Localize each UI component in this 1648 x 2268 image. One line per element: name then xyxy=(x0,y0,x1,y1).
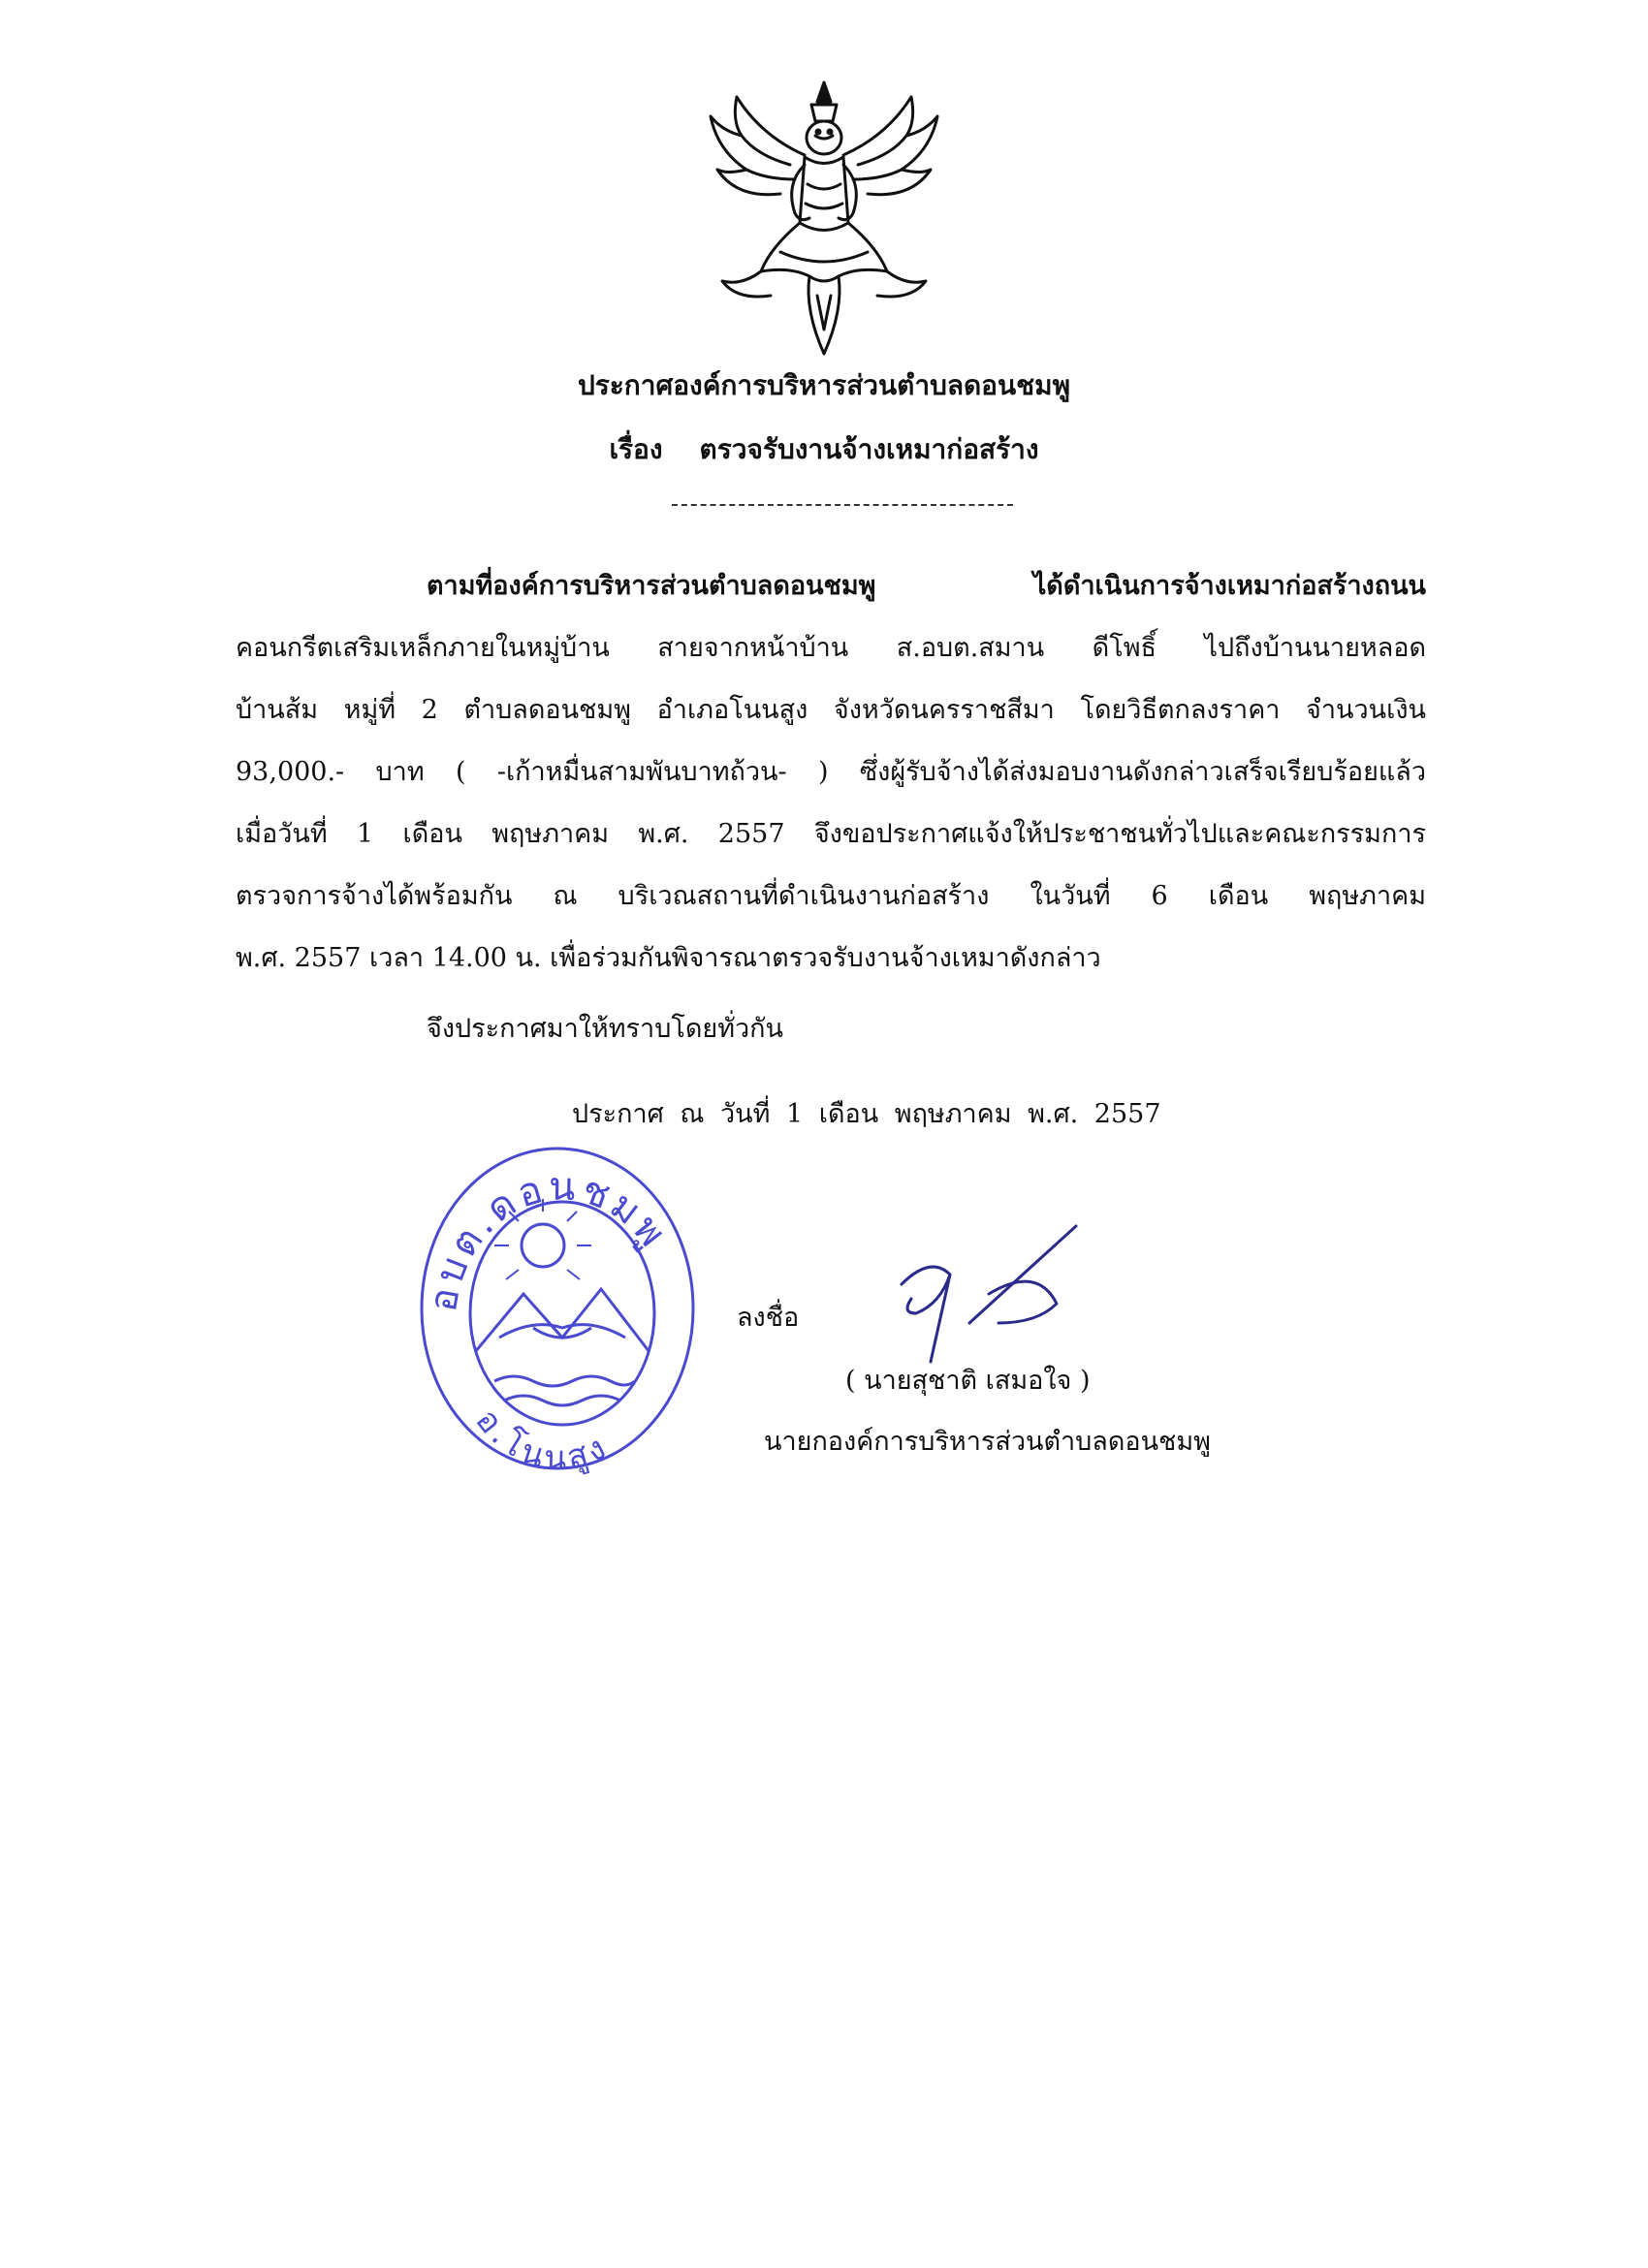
closing-sentence: จึงประกาศมาให้ทราบโดยทั่วกัน xyxy=(427,1014,783,1044)
subject-label: เรื่อง xyxy=(609,433,663,465)
signature-label: ลงชื่อ xyxy=(737,1303,800,1333)
svg-text:อบต.ดอนชมพู xyxy=(421,1164,677,1314)
official-seal-icon xyxy=(407,1129,708,1478)
body-line-6: ตรวจการจ้างได้พร้อมกัน ณ บริเวณสถานที่ดำเนินงานก่อสร้าง ในวันที่ 6 เดือน พฤษภาคม xyxy=(236,881,1426,911)
garuda-emblem-icon xyxy=(703,78,945,359)
body-line-1: ตามที่องค์การบริหารส่วนตำบลดอนชมพู ได้ดำเนินการจ้างเหมาก่อสร้างถนน xyxy=(427,571,1426,601)
body-line-4: 93,000.- บาท ( -เก้าหมื่นสามพันบาทถ้วน- ) ซึ่งผู้รับจ้างได้ส่งมอบงานดังกล่าวเสร็จเรียบร้อยแล้ว xyxy=(236,757,1426,787)
body-line-2: คอนกรีตเสริมเหล็กภายในหมู่บ้าน สายจากหน้าบ้าน ส.อบต.สมาน ดีโพธิ์ ไปถึงบ้านนายหลอด xyxy=(236,633,1426,663)
signer-position: นายกองค์การบริหารส่วนตำบลดอนชมพู xyxy=(764,1427,1211,1457)
body-line-5: เมื่อวันที่ 1 เดือน พฤษภาคม พ.ศ. 2557 จึงขอประกาศแจ้งให้ประชาชนทั่วไปและคณะกรรมการ xyxy=(236,819,1426,849)
announcement-date: ประกาศ ณ วันที่ 1 เดือน พฤษภาคม พ.ศ. 2557 xyxy=(572,1099,1161,1129)
page-title: ประกาศองค์การบริหารส่วนตำบลดอนชมพู xyxy=(577,369,1071,401)
svg-text:อ.โนนสูง xyxy=(467,1402,615,1478)
seal-text-top: อบต.ดอนชมพู xyxy=(420,1164,678,1315)
subject-text: ตรวจรับงานจ้างเหมาก่อสร้าง xyxy=(699,433,1039,465)
signer-name: ( นายสุชาติ เสมอใจ ) xyxy=(845,1366,1091,1396)
body-line-7: พ.ศ. 2557 เวลา 14.00 น. เพื่อร่วมกันพิจารณาตรวจรับงานจ้างเหมาดังกล่าว xyxy=(236,943,1101,973)
seal-text-bottom: อ.โนนสูง xyxy=(467,1401,616,1478)
subject-line xyxy=(0,430,1648,469)
body-line-3: บ้านส้ม หมู่ที่ 2 ตำบลดอนชมพู อำเภอโนนสูง จังหวัดนครราชสีมา โดยวิธีตกลงราคา จำนวนเงิน xyxy=(236,695,1426,725)
handwritten-signature xyxy=(872,1216,1115,1371)
dashed-divider xyxy=(672,504,1013,506)
